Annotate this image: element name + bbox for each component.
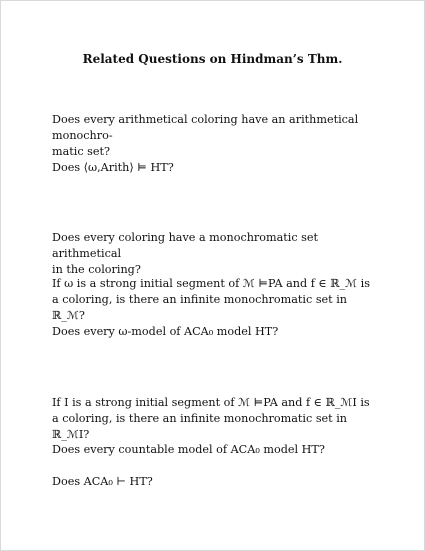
question-1-line-2: matic set? <box>52 145 111 158</box>
question-4 <box>52 276 382 324</box>
question-1-line-1: Does every arithmetical coloring have an arithmetical monochro- <box>52 113 359 142</box>
question-4-line-1: If ω is a strong initial segment of ℳ ⊨PA and f ∈ ℝ_ℳ is <box>52 277 370 290</box>
question-4-line-2: a coloring, is there an infinite monochromatic set in ℝ_ℳ? <box>52 293 348 322</box>
question-3-line-1: Does every coloring have a monochromatic set arithmetical <box>52 231 319 260</box>
question-8: Does ACA₀ ⊢ HT? <box>52 475 153 488</box>
question-3 <box>52 230 382 278</box>
question-6-line-2: a coloring, is there an infinite monochromatic set in ℝ_ℳI? <box>52 412 348 441</box>
question-6-line-1: If I is a strong initial segment of ℳ ⊨PA and f ∈ ℝ_ℳI is <box>52 396 370 409</box>
question-3-line-2: in the coloring? <box>52 263 141 276</box>
question-7: Does every countable model of ACA₀ model HT? <box>52 443 325 456</box>
question-2: Does ⟨ω,Arith⟩ ⊨ HT? <box>52 161 174 174</box>
page-title: Related Questions on Hindman’s Thm. <box>82 52 343 66</box>
question-6 <box>52 395 382 443</box>
question-1 <box>52 112 382 160</box>
question-5: Does every ω-model of ACA₀ model HT? <box>52 325 279 338</box>
